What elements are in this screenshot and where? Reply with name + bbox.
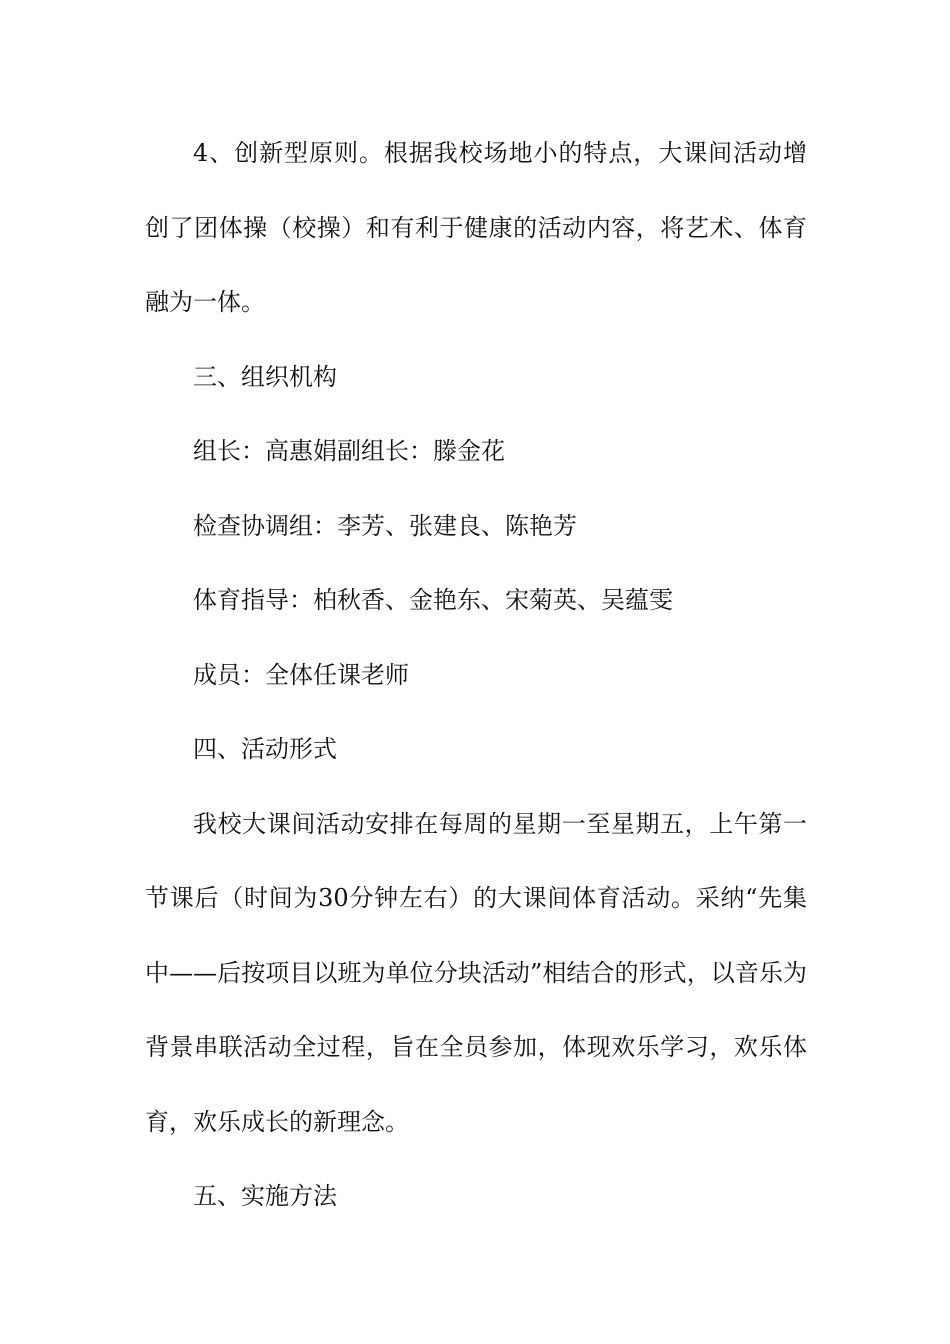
document-body	[145, 116, 807, 1234]
heading-activity-form: 四、活动形式	[193, 735, 337, 763]
paragraph-group-leaders: 组长：高惠娟副组长：滕金花	[193, 437, 505, 465]
paragraph-activity-description: 我校大课间活动安排在每周的星期一至星期五，上午第一节课后（时间为30分钟左右）的大课间体育活动。采纳“先集中——后按项目以班为单位分块活动”相结合的形式，以音乐为背景串联活动全过程，旨在全员参加，体现欢乐学习，欢乐体育，欢乐成长的新理念。	[145, 809, 807, 1136]
heading-organization: 三、组织机构	[193, 362, 337, 391]
heading-implementation: 五、实施方法	[193, 1182, 337, 1210]
paragraph-sports-guidance: 体育指导：柏秋香、金艳东、宋菊英、吴蕴雯	[193, 586, 673, 614]
paragraph-innovation-principle: 4、创新型原则。根据我校场地小的特点，大课间活动增创了团体操（校操）和有利于健康的活动内容，将艺术、体育融为一体。	[145, 139, 807, 316]
paragraph-inspection-group: 检查协调组：李芳、张建良、陈艳芳	[193, 511, 577, 540]
paragraph-members: 成员：全体任课老师	[193, 660, 409, 689]
